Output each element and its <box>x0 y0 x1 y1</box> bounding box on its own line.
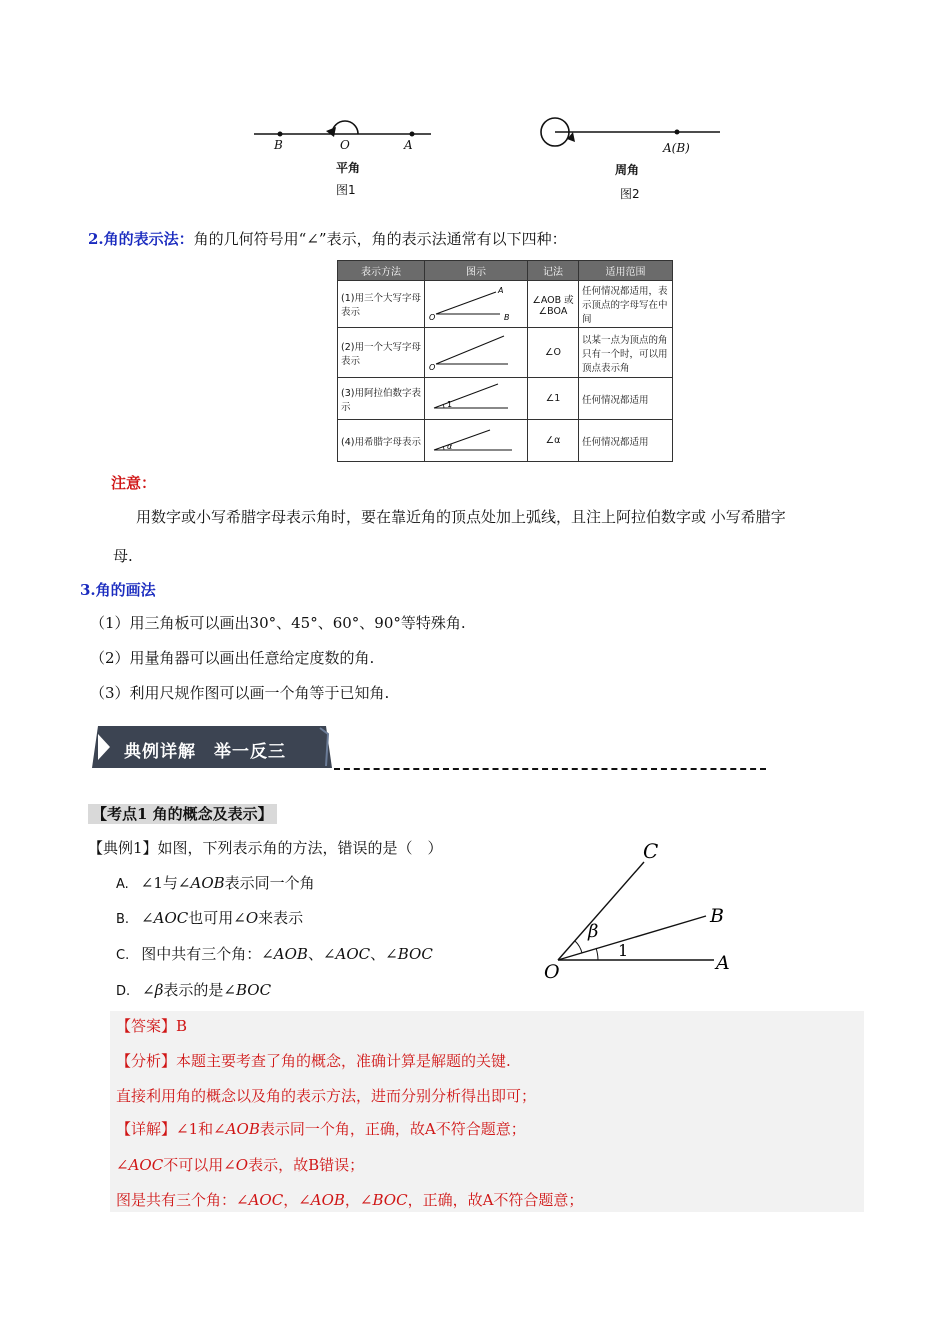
angle-alpha-diagram <box>428 422 518 456</box>
detail-math: AOC <box>128 1156 164 1174</box>
table-cell-figure <box>425 378 528 420</box>
section2-text: 角的几何符号用“∠”表示，角的表示法通常有以下四种： <box>193 230 567 248</box>
option-letter: B. <box>116 912 130 927</box>
section3-item: （2）用量角器可以画出任意给定度数的角. <box>90 649 375 667</box>
table-cell-notation: ∠O <box>528 328 579 378</box>
example-question: 【典例1】如图，下列表示角的方法，错误的是（ ） <box>88 839 443 857</box>
analysis-line <box>116 1051 511 1071</box>
option-math: AOB <box>273 945 308 963</box>
detail-math: AOC <box>248 1191 284 1209</box>
detail-text: 表示，故B错误； <box>248 1156 365 1174</box>
option-text: 、∠ <box>370 945 398 963</box>
fig1-caption: 图1 <box>336 183 356 197</box>
fig2-name: 周角 <box>615 163 640 177</box>
detail-math: AOB <box>225 1120 260 1138</box>
detail-text: ，正确，故A不符合题意； <box>407 1191 584 1209</box>
angle-aob-diagram <box>428 284 518 322</box>
option-text: ∠ <box>141 909 154 927</box>
table-cell-notation: ∠1 <box>528 378 579 420</box>
label-b: B <box>504 312 510 322</box>
section3-heading: 3.角的画法 <box>80 581 156 599</box>
option-text: 来表示 <box>258 909 304 927</box>
option-math: β <box>154 981 164 999</box>
fig1-point-a: A <box>404 138 413 152</box>
table-cell-figure <box>425 420 528 462</box>
option-text: ∠1 <box>140 874 163 892</box>
label-1: 1 <box>447 400 453 409</box>
detail-math: AOB <box>310 1191 345 1209</box>
option-text: 与∠ <box>162 874 191 892</box>
section2-heading: 2.角的表示法： <box>88 230 194 248</box>
option-c <box>116 944 433 966</box>
note-line-2: 母. <box>113 547 133 565</box>
method-line: 直接利用角的概念以及角的表示方法，进而分别分析得出即可； <box>116 1087 537 1105</box>
option-d <box>116 980 271 1002</box>
label-b: B <box>710 905 724 927</box>
table-cell-notation: ∠α <box>528 420 579 462</box>
detail-text: ，∠ <box>283 1191 311 1209</box>
angle-1-diagram <box>428 380 518 414</box>
detail-text: ∠ <box>116 1156 129 1174</box>
table-cell-figure <box>425 281 528 328</box>
option-letter: C. <box>116 948 130 963</box>
table-header: 记法 <box>528 261 579 281</box>
section3-item: （3）利用尺规作图可以画一个角等于已知角. <box>90 684 390 702</box>
label-beta: β <box>588 921 599 942</box>
note-line-1: 用数字或小写希腊字母表示角时，要在靠近角的顶点处加上弧线，且注上阿拉伯数字或 小写希腊字 <box>136 508 786 526</box>
option-text: 表示的是∠ <box>163 981 236 999</box>
full-angle-figure <box>535 112 725 157</box>
detail-text: ，∠ <box>344 1191 373 1209</box>
option-math: BOC <box>397 945 433 963</box>
table-cell-method: (2)用一个大写字母表示 <box>338 328 425 378</box>
table-cell-scope: 以某一点为顶点的角只有一个时，可以用顶点表示角 <box>579 328 673 378</box>
detail-line-1 <box>116 1119 526 1139</box>
option-text: 图中共有三个角：∠ <box>141 945 274 963</box>
fig1-point-b: B <box>274 138 283 152</box>
label-o: O <box>544 961 560 983</box>
solution-box <box>110 1011 864 1212</box>
detail-math: BOC <box>372 1191 408 1209</box>
option-letter: D. <box>116 984 131 999</box>
table-row <box>338 328 673 378</box>
table-cell-scope: 任何情况都适用，表示顶点的字母写在中间 <box>579 281 673 328</box>
option-math: AOC <box>335 945 371 963</box>
fig1-point-o: O <box>340 138 350 152</box>
topic-label: 【考点1 角的概念及表示】 <box>88 804 277 824</box>
label-a: A <box>498 285 504 295</box>
detail-text: ∠1和∠ <box>176 1120 226 1138</box>
table-cell-scope: 任何情况都适用 <box>579 420 673 462</box>
option-math: AOB <box>190 874 225 892</box>
option-text: 表示同一个角 <box>224 874 315 892</box>
detail-line-3 <box>116 1190 583 1210</box>
option-text: 、∠ <box>307 945 336 963</box>
option-a <box>116 873 315 895</box>
detail-text: 不可以用∠ <box>163 1156 236 1174</box>
option-math: AOC <box>153 909 189 927</box>
label-o: O <box>429 312 436 322</box>
option-text: ∠ <box>142 981 155 999</box>
table-cell-figure <box>425 328 528 378</box>
angle-o-diagram <box>428 330 518 372</box>
fig2-caption: 图2 <box>620 187 640 201</box>
table-cell-method: (1)用三个大写字母表示 <box>338 281 425 328</box>
table-header: 表示方法 <box>338 261 425 281</box>
option-math: O <box>245 909 259 927</box>
table-cell-method: (4)用希腊字母表示 <box>338 420 425 462</box>
detail-line-2 <box>116 1155 364 1175</box>
table-cell-method: (3)用阿拉伯数字表示 <box>338 378 425 420</box>
label-o: O <box>429 363 436 372</box>
detail-label: 【详解】 <box>116 1120 177 1138</box>
detail-text: 表示同一个角，正确，故A不符合题意； <box>259 1120 526 1138</box>
answer-line: 【答案】B <box>116 1017 188 1035</box>
table-row <box>338 281 673 328</box>
analysis-text: 本题主要考查了角的概念，准确计算是解题的关键. <box>176 1052 511 1070</box>
banner-divider <box>334 768 766 770</box>
option-letter: A. <box>116 877 129 892</box>
table-row <box>338 378 673 420</box>
table-header: 适用范围 <box>579 261 673 281</box>
label-a: A <box>716 952 730 974</box>
section3-item: （1）用三角板可以画出30°、45°、60°、90°等特殊角. <box>90 614 466 632</box>
example-angle-figure <box>538 838 748 988</box>
table-row <box>338 420 673 462</box>
option-b <box>116 908 303 930</box>
label-c: C <box>643 839 659 863</box>
table-cell-scope: 任何情况都适用 <box>579 378 673 420</box>
fig2-point-ab: A(B) <box>663 141 690 155</box>
analysis-label: 【分析】 <box>116 1052 177 1070</box>
option-math: BOC <box>235 981 272 999</box>
banner-title: 典例详解 举一反三 <box>124 742 286 762</box>
note-label: 注意： <box>111 474 157 492</box>
label-alpha: α <box>447 442 453 451</box>
notation-table <box>337 260 673 462</box>
detail-math: O <box>235 1156 249 1174</box>
table-header: 图示 <box>425 261 528 281</box>
detail-text: 图是共有三个角：∠ <box>116 1191 249 1209</box>
fig1-name: 平角 <box>336 161 361 175</box>
table-cell-notation: ∠AOB 或 ∠BOA <box>528 281 579 328</box>
label-1: 1 <box>618 941 629 960</box>
option-text: 也可用∠ <box>188 909 246 927</box>
section2-line <box>88 229 567 249</box>
